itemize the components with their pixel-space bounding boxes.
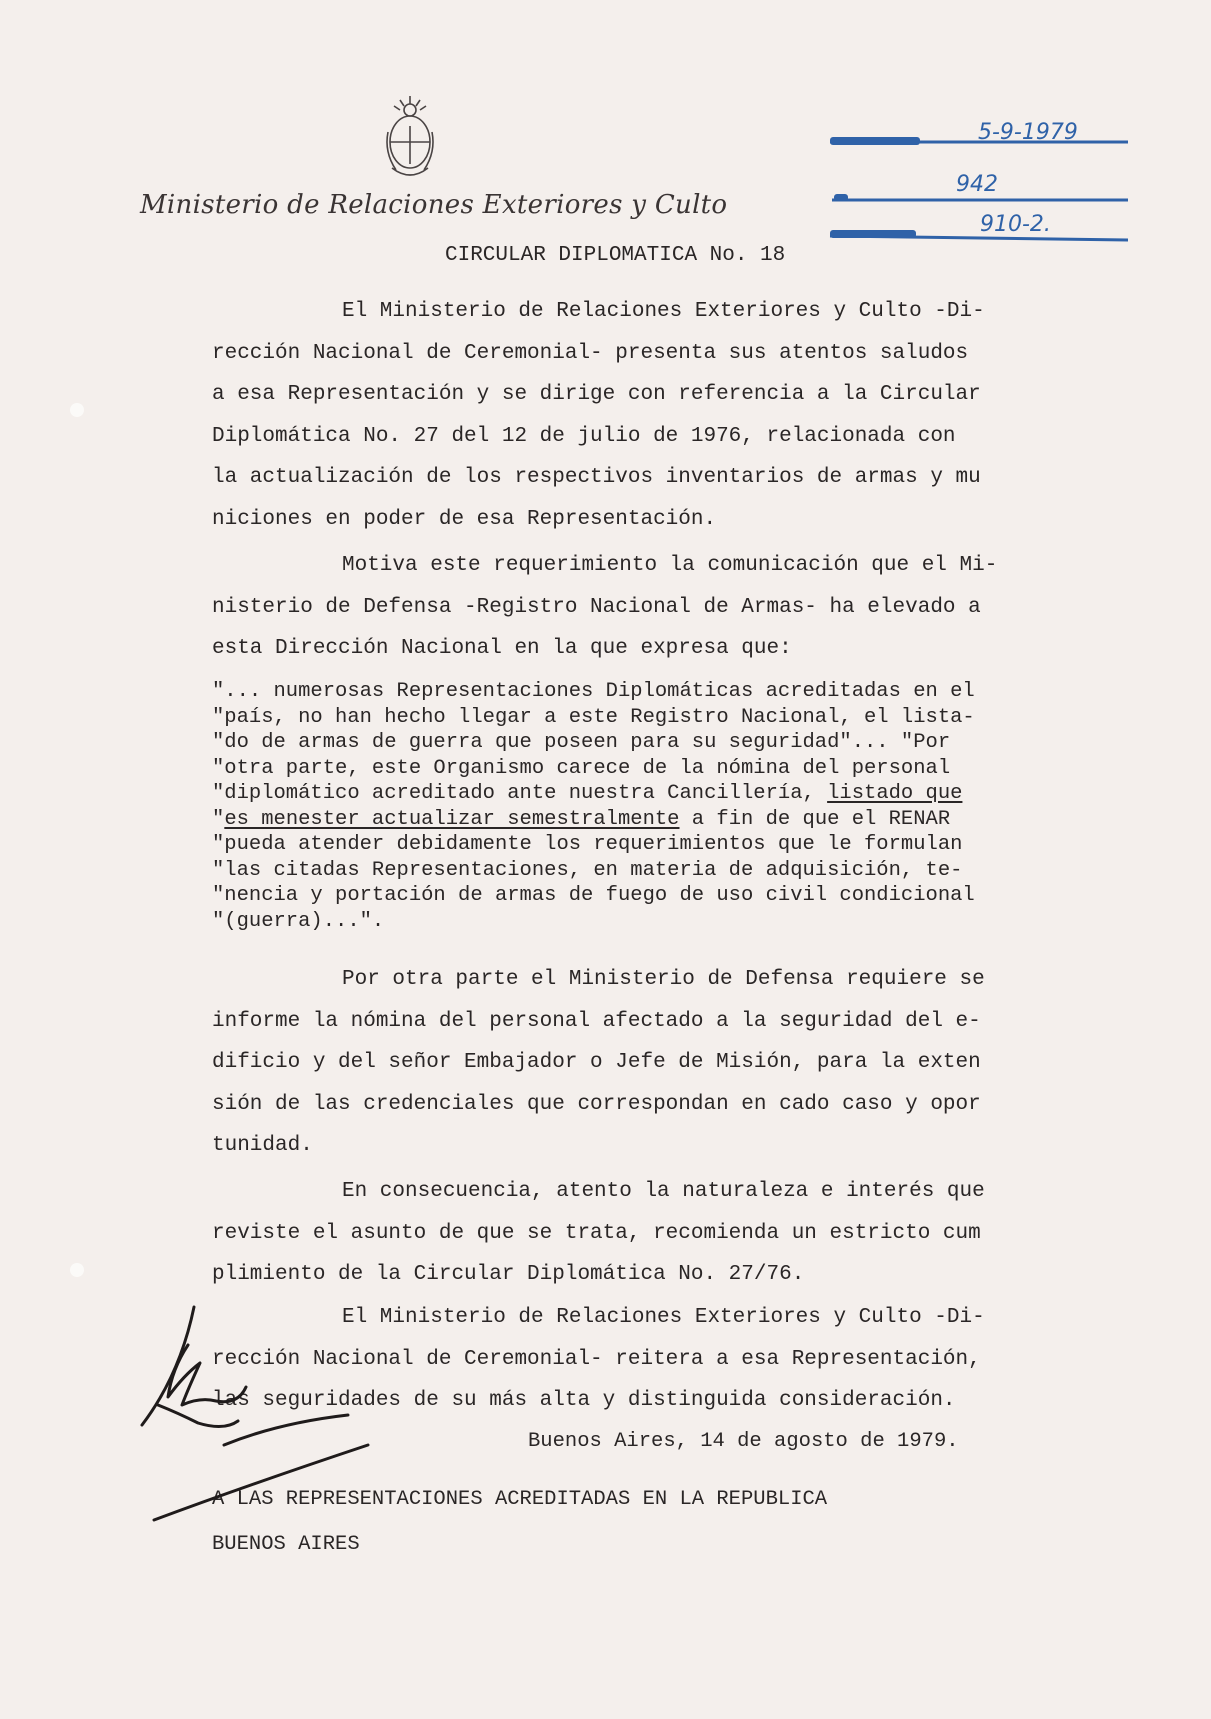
text-line: a esa Representación y se dirige con referencia a la Circular: [212, 383, 981, 406]
text-line: nisterio de Defensa -Registro Nacional de Armas- ha elevado a: [212, 595, 981, 619]
underlined-text: es menester actualizar semestralmente: [224, 807, 680, 831]
text-line: Por otra parte el Ministerio de Defensa requiere se: [342, 968, 985, 991]
place-and-date: Buenos Aires, 14 de agosto de 1979.: [528, 1430, 959, 1453]
quote-line: [212, 808, 1112, 834]
quote-line: "(guerra)...".: [212, 909, 385, 933]
paragraph-defense-request: [212, 968, 1092, 1176]
quote-line: "do de armas de guerra que poseen para su seguridad"... "Por: [212, 731, 951, 754]
handwritten-signature: [128, 1305, 388, 1525]
ministry-letterhead: Ministerio de Relaciones Exteriores y Culto: [140, 190, 728, 220]
text-line: El Ministerio de Relaciones Exteriores y Culto -Di-: [342, 1306, 985, 1329]
argentina-coat-of-arms-icon: [380, 92, 440, 182]
underlined-text: listado que: [827, 782, 963, 805]
quoted-communication: [212, 680, 1112, 935]
text-line: tunidad.: [212, 1134, 313, 1157]
quote-line: "nencia y portación de armas de fuego de uso civil condicional: [212, 884, 975, 907]
text-line: esta Dirección Nacional en la que expresa que:: [212, 637, 792, 660]
stamp-file: 910-2.: [980, 212, 1051, 237]
punch-hole: [70, 403, 84, 417]
text-line: Motiva este requerimiento la comunicación que el Mi-: [342, 554, 998, 577]
text-line: informe la nómina del personal afectado a la seguridad del e-: [212, 1009, 981, 1033]
text-line: sión de las credenciales que correspondan en cado caso y opor: [212, 1092, 981, 1116]
paragraph-intro: [212, 300, 1092, 549]
quote-line: "las citadas Representaciones, en materia de adquisición, te-: [212, 858, 963, 882]
text-line: reviste el asunto de que se trata, recomienda un estricto cum: [212, 1221, 981, 1245]
text-line: la actualización de los respectivos inventarios de armas y mu: [212, 466, 981, 489]
text-line: plimiento de la Circular Diplomática No. 27/76.: [212, 1263, 805, 1286]
text-line: dificio y del señor Embajador o Jefe de Misión, para la exten: [212, 1051, 981, 1074]
quote-text: ": [212, 807, 225, 831]
text-line: rección Nacional de Ceremonial- reitera a esa Representación,: [212, 1347, 981, 1371]
text-line: rección Nacional de Ceremonial- presenta sus atentos saludos: [212, 341, 969, 365]
text-line: Diplomática No. 27 del 12 de julio de 1976, relacionada con: [212, 424, 956, 448]
quote-line: [212, 782, 1112, 808]
text-line: En consecuencia, atento la naturaleza e interés que: [342, 1180, 985, 1203]
quote-line: "pueda atender debidamente los requerimientos que le formulan: [212, 833, 963, 856]
addressee-line: A LAS REPRESENTACIONES ACREDITADAS EN LA REPUBLICA: [212, 1488, 828, 1511]
addressee-city: BUENOS AIRES: [212, 1533, 360, 1556]
quote-text: a fin de que el RENAR: [679, 807, 951, 831]
quote-line: "... numerosas Representaciones Diplomáticas acreditadas en el: [212, 680, 975, 703]
quote-line: "otra parte, este Organismo carece de la nómina del personal: [212, 756, 951, 780]
text-line: las seguridades de su más alta y distinguida consideración.: [212, 1389, 956, 1412]
quote-line: "país, no han hecho llegar a este Registro Nacional, el lista-: [212, 705, 975, 729]
text-line: niciones en poder de esa Representación.: [212, 507, 717, 531]
punch-hole: [70, 1263, 84, 1277]
document-title: CIRCULAR DIPLOMATICA No. 18: [445, 244, 786, 267]
paragraph-consequence: [212, 1180, 1092, 1305]
quote-text: "diplomático acreditado ante nuestra Cancillería,: [212, 782, 828, 805]
paragraph-motive: [212, 554, 1092, 679]
text-line: El Ministerio de Relaciones Exteriores y Culto -Di-: [342, 300, 985, 323]
stamp-number: 942: [956, 172, 998, 197]
stamp-date: 5-9-1979: [978, 120, 1078, 145]
